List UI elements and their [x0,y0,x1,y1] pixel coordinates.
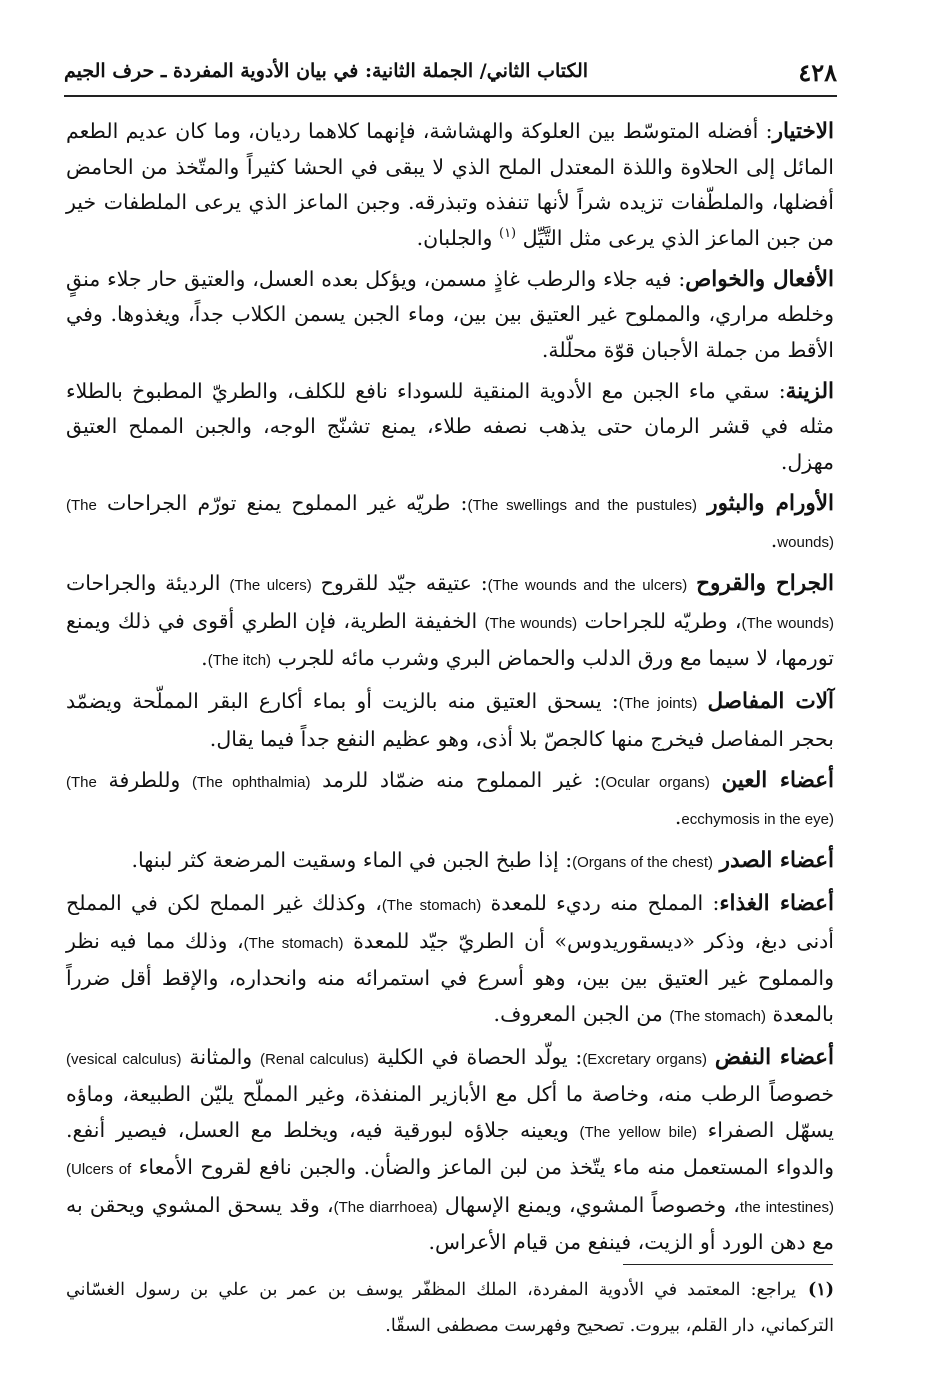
english-gloss: (The wounds) [741,614,834,632]
paragraph-text: ، وكذلك غير المملح لكن في المملح أدنى دبغ، وذكر «ديسقوريدوس» أن الطريّ جيّد للمعدة [66,891,834,953]
english-gloss: (Ulcers of the intestines) [66,1161,834,1216]
paragraph-actions-properties [66,262,834,369]
english-gloss: (The stomach) [243,934,344,952]
paragraph-nutrition [66,886,834,1034]
paragraph-text: : سقي ماء الجبن مع الأدوية المنقية للسوداء نافع للكلف، والطريّ المطبوخ بالطلاء مثله في قشر الرمان حتى يذهب نصفه طلاء، يمنع تشنّج الوجه، والجبن المملح العتيق مهزل. [66,378,834,474]
footnote-number: (١) [808,1280,834,1300]
footnote-rule [623,1264,833,1265]
page-number: ٤٢٨ [798,58,837,87]
running-title: الكتاب الثاني/ الجملة الثانية: في بيان الأدوية المفردة ـ حرف الجيم [64,60,589,82]
paragraph-text: الخفيفة الطرية، فإن الطري أقوى في ذلك ويمنع تورمها، لا سيما مع ورق الدلب والحماض البري وشرب مائه للجرب [66,608,834,670]
english-gloss: (The swellings and the pustules) [467,496,698,514]
footnote [66,1272,834,1344]
section-term: آلات المفاصل [707,689,834,714]
section-term: الزينة [785,378,834,404]
footnote-ref: (١) [498,225,517,241]
english-gloss: (The yellow bile) [579,1123,697,1141]
english-gloss: (Organs of the chest) [572,854,714,871]
paragraph-text: : المملح منه رديء للمعدة [490,891,720,915]
paragraph-text: : عتيقه جيّد للقروح [320,571,488,595]
paragraph-text: ويعينه جلاؤه لبورقية فيه، ويخلط مع العسل، فيصير أنفع. والدواء المستعمل منه ماء يتّخذ من لبن الماعز والضأن. والجبن نافع لقروح الأمعاء [66,1117,834,1179]
paragraph-excretion [66,1040,834,1261]
paragraph-text: : فيه جلاء والرطب غاذٍ مسمن، ويؤكل بعده العسل، والعتيق حار جلاء منقٍ وخلطه مراري، والمملوح غير العتيق بين بين، وماء الجبن يسمن الكلاب جداً، ويغذوها. وفي الأقط من جملة الأجبان قوّة محلّلة. [66,266,834,362]
section-term: الجراح والقروح [696,571,834,596]
paragraph-swellings [66,486,834,561]
english-gloss: (The ulcers) [229,577,312,594]
english-gloss: (The wounds) [66,496,834,551]
english-gloss: (Renal calculus) [260,1050,369,1068]
english-gloss: (The stomach) [669,1007,767,1025]
paragraph-eye [66,763,834,838]
english-gloss: (The diarrhoea) [333,1198,438,1216]
paragraph-text: ، وذلك مما فيه نظر والمملوح غير العتيق بين بين، وهو أسرع في استمرائه منه وانحداره، والإقط أقل ضرراً بالمعدة [66,928,834,1026]
english-gloss: (The joints) [618,695,698,712]
paragraph-text: : طريّه غير المملوح يمنع تورّم الجراحات [106,490,468,515]
english-gloss: (The ecchymosis in the eye) [66,773,834,828]
english-gloss: (Excretary organs) [582,1050,707,1068]
paragraph-text: وللطرفة [108,767,192,792]
paragraph-text: . [770,528,778,552]
section-term: أعضاء النفض [714,1044,834,1070]
paragraph-text: : غير المملوح منه ضمّاد للرمد [322,767,601,792]
section-term: الأورام والبثور [707,490,834,516]
paragraph-cosmetics [66,374,834,481]
footnote-text: يراجع: المعتمد في الأدوية المفردة، الملك المظفّر يوسف بن عمر بن علي بن رسول الغسّاني التركماني، دار القلم، بيروت. تصحيح وفهرست مصطفى السقّا. [66,1280,834,1336]
paragraph-text: ، وطريّه للجراحات [584,608,742,633]
section-term: الأفعال والخواص [685,266,834,292]
section-term: أعضاء العين [721,767,834,793]
english-gloss: (vesical calculus) [66,1050,182,1068]
english-gloss: (The stomach) [381,897,482,914]
english-gloss: (The ophthalmia) [191,773,311,791]
section-term: الاختيار [772,119,834,144]
paragraph-selection [66,114,834,256]
english-gloss: (The wounds and the ulcers) [487,577,688,594]
paragraph-text: . [201,646,208,670]
paragraph-text: من الجبن المعروف. [493,1001,670,1026]
paragraph-chest [66,843,834,881]
paragraph-text: والمثانة [189,1044,261,1069]
paragraph-text: خصوصاً الرطب منه، وخاصة ما أكل مع الأبازير المنفذة، وغير المملّح يليّن الطبيعة، وماؤه يسهّل الصفراء [66,1082,834,1142]
paragraph-text: ، وقد يسحق المشوي ويحقن به مع دهن الورد أو الزيت، فينفع من قيام الأعراس. [66,1192,834,1254]
paragraph-text: الرديئة والجراحات [66,571,230,595]
paragraph-text: : إذا طبخ الجبن في الماء وسقيت المرضعة كثر لبنها. [131,848,573,872]
paragraph-text: والجلبان. [416,225,499,250]
english-gloss: (Ocular organs) [600,773,710,791]
paragraph-wounds-ulcers [66,566,834,679]
paragraph-text: . [674,805,682,829]
english-gloss: (The wounds) [484,614,578,632]
paragraph-text: : يسحق العتيق منه بالزيت أو بماء أكارع البقر المملّحة ويضمّد بحجر المفاصل فيخرج منها كالجصّ بلا أذى، وهو عظيم النفع جداً فيما يقال. [66,689,834,751]
paragraph-text: : أفضله المتوسّط بين العلوكة والهشاشة، فإنهما كلاهما رديان، وما كان عديم الطعم المائل إلى الحلاوة واللذة المعتدل الملح الذي لا يبقى في الحشا كثيراً والمتّخذ من الحامض أفضلها، والملطّفات تزيده شراً لأنها تنفذه وتبذرقه. وجبن الماعز الذي يرعى الملطفات خير من جبن الماعز الذي يرعى مثل التَّيِّل [66,119,834,250]
header-rule [64,95,837,97]
paragraph-text: : يولّد الحصاة في الكلية [376,1044,583,1069]
paragraph-joints [66,684,834,757]
paragraph-text: ، وخصوصاً المشوي، ويمنع الإسهال [444,1192,740,1217]
running-header [64,52,837,92]
english-gloss: (The itch) [207,652,272,669]
main-text [66,114,834,1266]
section-term: أعضاء الصدر [719,848,834,873]
section-term: أعضاء الغذاء [719,891,834,916]
